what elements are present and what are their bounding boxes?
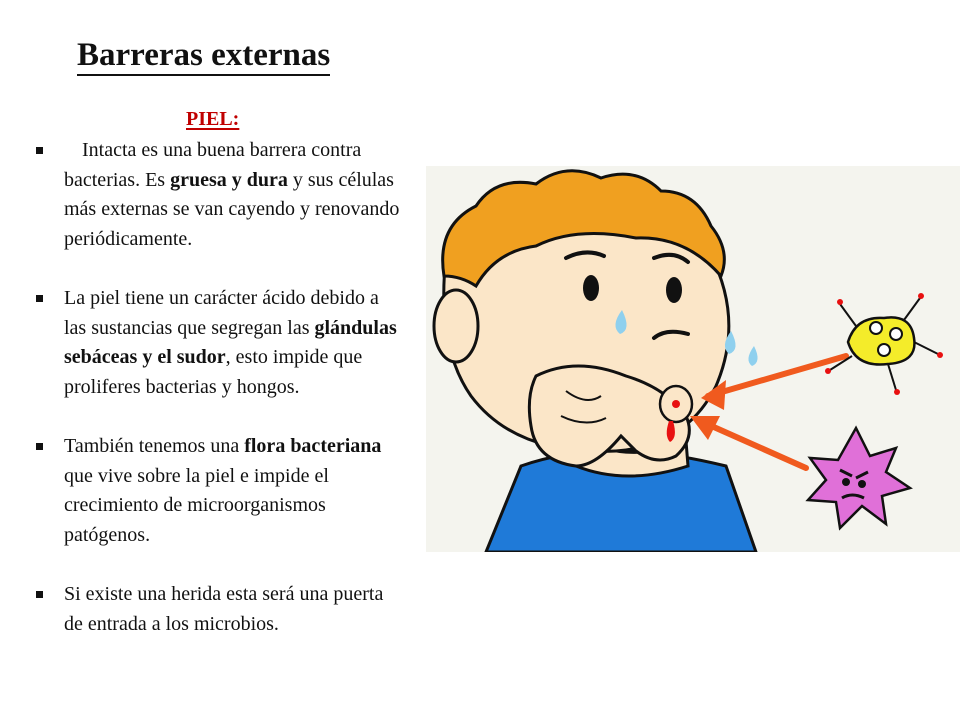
bullet-item [36, 580, 406, 639]
slide-title: Barreras externas [77, 36, 330, 76]
square-bullet-icon [36, 591, 43, 598]
bullet-item [36, 432, 406, 550]
pink-germ [808, 428, 910, 528]
ear-shape [434, 290, 478, 362]
crying-boy-wound-germs-icon [426, 166, 960, 552]
section-subtitle: PIEL: [186, 108, 240, 130]
bullet-text-0-0: Intacta es una buena barrera contra bacterias. Es [64, 139, 362, 191]
bullet-item [36, 136, 406, 254]
bullet-bold-1-1: glándulas sebáceas y el sudor [64, 316, 397, 368]
bullet-item [36, 284, 406, 402]
bullet-list [36, 136, 406, 669]
bullet-text-1-2: , esto impide que proliferes bacterias y hongos. [64, 346, 363, 398]
bullet-text-0-2: y sus células más externas se van cayendo y renovando periódicamente. [64, 168, 400, 250]
bullet-bold-2-1: flora bacteriana [244, 435, 382, 457]
tear-right-2 [748, 346, 757, 366]
wound-dot [672, 400, 680, 408]
bullet-text-2-2: que vive sobre la piel e impide el crecimiento de microorganismos patógenos. [64, 464, 329, 546]
square-bullet-icon [36, 443, 43, 450]
eye-right [666, 277, 682, 303]
bullet-text-2-0: También tenemos una [64, 435, 245, 457]
illustration-panel [426, 166, 960, 552]
yellow-germ [825, 293, 943, 395]
square-bullet-icon [36, 295, 43, 302]
arrow-top [708, 356, 846, 396]
bullet-text-3-0: Si existe una herida esta será una puerta de entrada a los microbios. [64, 583, 384, 635]
square-bullet-icon [36, 147, 43, 154]
eye-left [583, 275, 599, 301]
bullet-text-1-0: La piel tiene un carácter ácido debido a las sustancias que segregan las [64, 287, 379, 339]
bullet-bold-0-1: gruesa y dura [170, 168, 288, 191]
